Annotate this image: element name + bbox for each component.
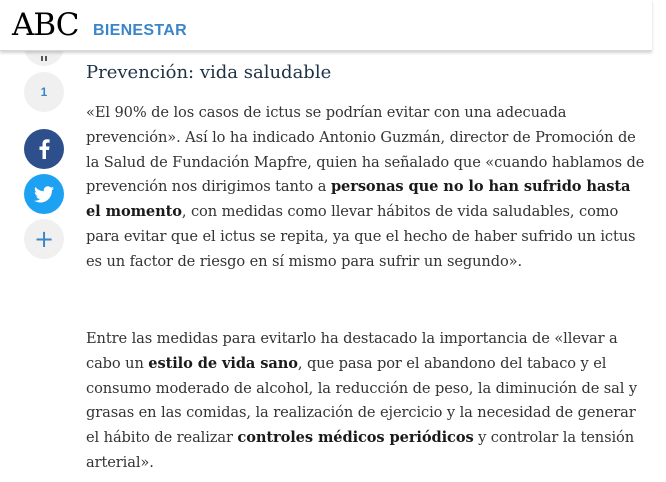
article-paragraph bbox=[86, 327, 646, 476]
text-run: , que pasa por el abandono del tabaco y el consumo moderado de alcohol, la reducción de peso, la diminución de sal y grasas en las comidas, la realización de ejercicio y la necesidad de generar el hábito de realizar bbox=[86, 354, 638, 447]
text-run: y controlar la tensión arterial». bbox=[86, 429, 635, 471]
site-header bbox=[0, 0, 652, 51]
text-run: «El 90% de los casos de ictus se podrían evitar con una adecuada prevención». Así lo ha indicado Antonio Guzmán, director de Promoción de la Salud de Fundación Mapfre, quien ha señalado que «cuando hablamos de prevención nos dirigimos tanto a bbox=[86, 104, 645, 196]
article-paragraph bbox=[86, 101, 646, 275]
twitter-share-button[interactable] bbox=[24, 174, 64, 214]
share-icon bbox=[41, 56, 47, 61]
plus-icon: + bbox=[33, 225, 55, 253]
twitter-icon bbox=[34, 186, 54, 203]
bold-text: estilo de vida sano bbox=[148, 354, 298, 372]
text-run: Entre las medidas para evitarlo ha destacado la importancia de «llevar a cabo un bbox=[86, 330, 618, 372]
bold-text: controles médicos periódicos bbox=[237, 429, 474, 447]
text-run: , con medidas como llevar hábitos de vida saludables, como para evitar que el ictus se repita, ya que el hecho de haber sufrido un ictus es un factor de riesgo en sí mismo para sufrir un segundo». bbox=[86, 203, 636, 270]
abc-logo[interactable]: ABC bbox=[12, 7, 79, 43]
article-body bbox=[86, 60, 646, 471]
share-count-button[interactable]: 1 bbox=[24, 72, 64, 112]
bold-text: personas que no lo han sufrido hasta el momento bbox=[86, 178, 631, 221]
section-link-bienestar[interactable]: BIENESTAR bbox=[93, 22, 187, 39]
section-subheading: Prevención: vida saludable bbox=[86, 62, 332, 83]
facebook-share-button[interactable] bbox=[24, 129, 64, 169]
page-edge bbox=[652, 0, 666, 482]
facebook-icon bbox=[38, 139, 50, 159]
more-share-button[interactable] bbox=[24, 219, 64, 259]
